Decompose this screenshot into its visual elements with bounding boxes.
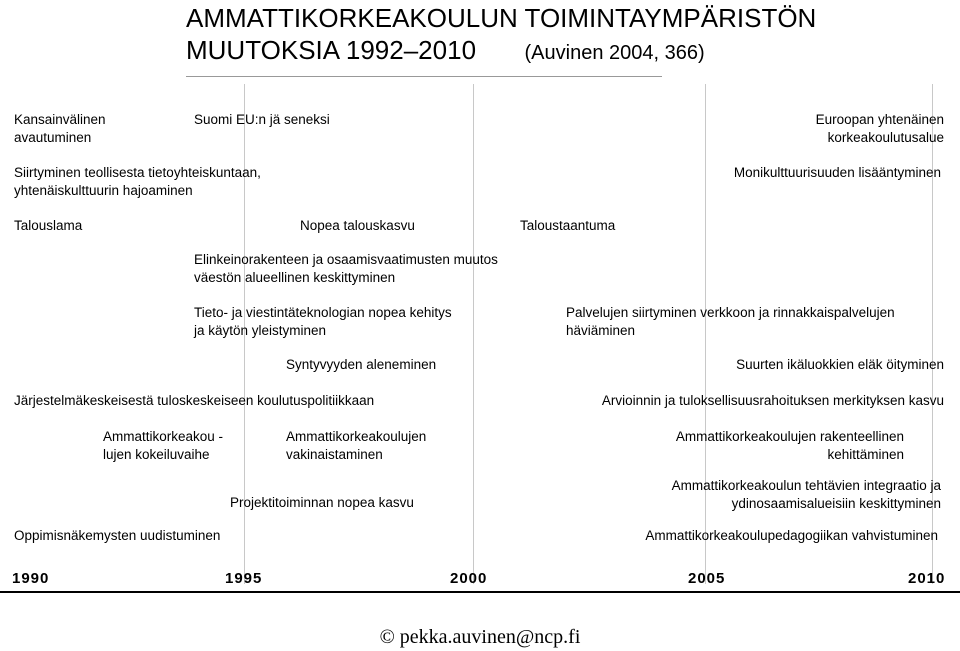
title-line2-row — [186, 34, 705, 69]
year-1995: 1995 — [225, 570, 263, 587]
title-divider — [186, 76, 662, 77]
event-recession: Talouslama — [14, 218, 83, 233]
event-results-oriented-policy: Järjestelmäkeskeisestä tuloskeskeiseen koulutuspolitiikkaan — [14, 393, 375, 408]
event-evaluation-funding: Arvioinnin ja tuloksellisuusrahoituksen merkityksen kasvu — [601, 393, 944, 408]
footer-copyright: © pekka.auvinen@ncp.fi — [379, 626, 581, 648]
title-line2: MUUTOKSIA 1992–2010 — [186, 35, 477, 65]
event-slowdown: Taloustaantuma — [520, 218, 616, 233]
year-2005: 2005 — [688, 570, 726, 587]
event-services-online: Palvelujen siirtyminen verkkoon ja rinnakkaispalvelujen häviäminen — [566, 305, 895, 338]
year-2000: 2000 — [450, 570, 488, 587]
event-european-higher-ed-area: Euroopan yhtenäinen korkeakoulutusalue — [815, 112, 944, 145]
event-structural-development: Ammattikorkeakoulujen rakenteellinen kehittäminen — [675, 429, 904, 462]
event-ict-development: Tieto- ja viestintäteknologian nopea kehitys ja käytön yleistyminen — [194, 305, 452, 338]
event-birth-rate-decline: Syntyvyyden aleneminen — [286, 357, 437, 372]
title-line1: AMMATTIKORKEAKOULUN TOIMINTAYMPÄRISTÖN — [186, 3, 817, 33]
event-baby-boomers-retiring: Suurten ikäluokkien eläk öityminen — [736, 357, 944, 372]
event-permanence: Ammattikorkeakoulujen vakinaistaminen — [286, 429, 427, 462]
year-2010: 2010 — [908, 570, 946, 587]
event-project-growth: Projektitoiminnan nopea kasvu — [230, 495, 414, 510]
event-task-integration: Ammattikorkeakoulun tehtävien integraatio ja ydinosaamisalueisiin keskittyminen — [671, 478, 941, 511]
title — [186, 2, 816, 34]
event-rapid-growth: Nopea talouskasvu — [300, 218, 415, 233]
timeline-axis — [0, 591, 960, 593]
gridline-2000 — [473, 84, 474, 584]
event-pedagogy-strengthening: Ammattikorkeakoulupedagogiikan vahvistuminen — [645, 528, 938, 543]
event-industrial-structure-change: Elinkeinorakenteen ja osaamisvaatimusten muutos väestön alueellinen keskittyminen — [194, 252, 498, 285]
event-learning-views-renewal: Oppimisnäkemysten uudistuminen — [14, 528, 221, 543]
event-eu-membership: Suomi EU:n jä seneksi — [194, 112, 330, 127]
event-multiculturalism: Monikulttuurisuuden lisääntyminen — [733, 165, 941, 180]
year-1990: 1990 — [12, 570, 50, 587]
event-information-society: Siirtyminen teollisesta tietoyhteiskuntaan, yhtenäiskulttuurin hajoaminen — [14, 165, 261, 198]
event-international-opening: Kansainvälinen avautuminen — [14, 112, 106, 145]
title-source: (Auvinen 2004, 366) — [524, 42, 705, 64]
event-pilot-phase: Ammattikorkeakou - lujen kokeiluvaihe — [103, 429, 224, 462]
